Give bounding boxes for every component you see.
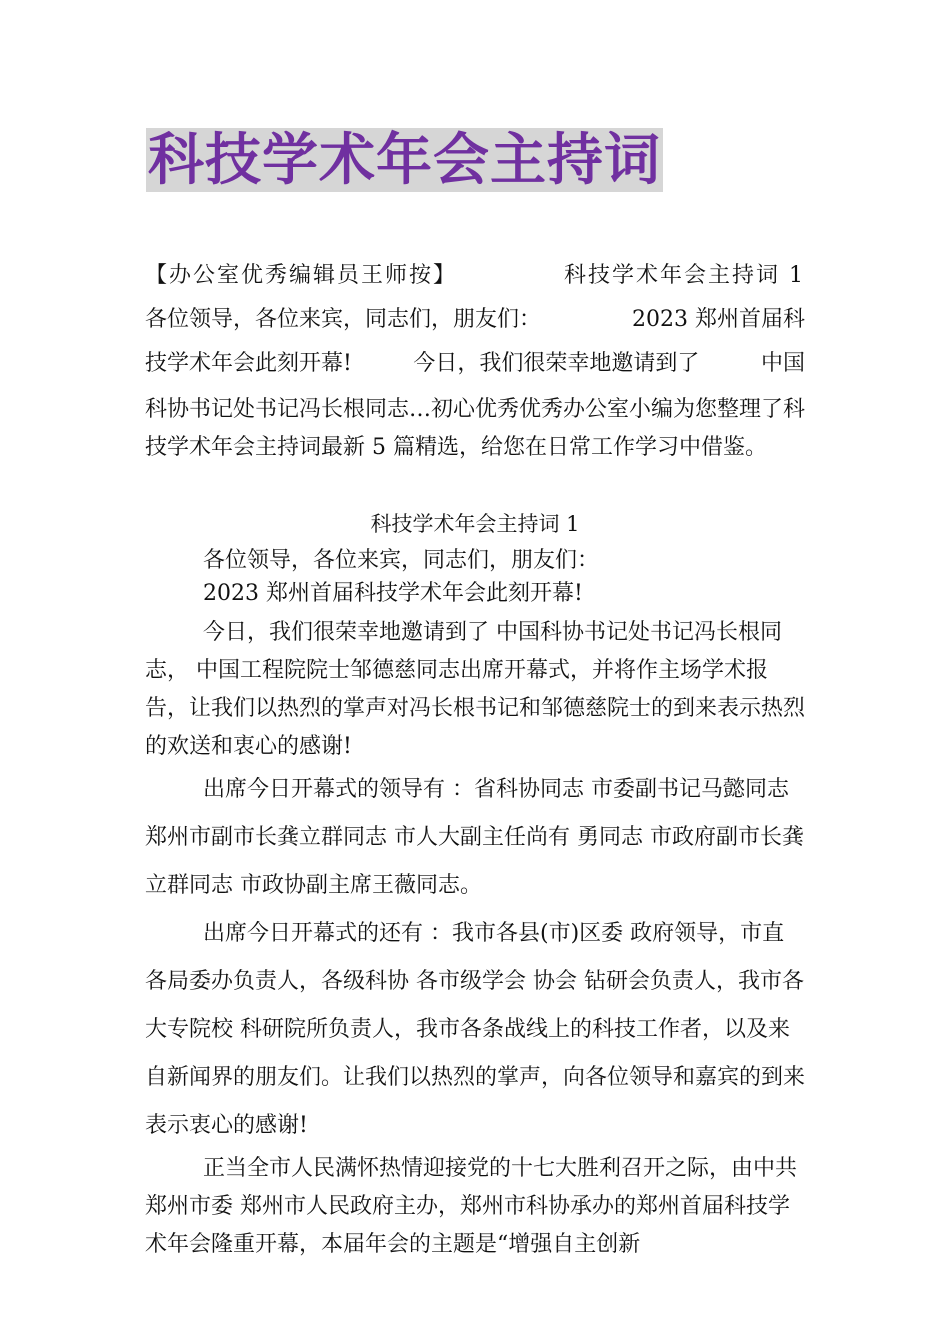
intro-opening: 技学术年会此刻开幕!: [145, 351, 352, 376]
paragraph-opening: 2023 郑州首届科技学术年会此刻开幕!: [203, 581, 583, 606]
paragraph-greeting: 各位领导，各位来宾，同志们，朋友们：: [203, 548, 600, 573]
intro-heading-ref: 科技学术年会主持词 1: [564, 263, 805, 288]
main-content: [145, 510, 805, 1264]
section-heading: 科技学术年会主持词 1: [370, 512, 580, 536]
paragraph-attendees: 出席今日开幕式的还有 ：我市各县(市)区委 政府领导，市直各局委办负责人，各级科协 各市级学会 协会 钻研会负责人，我市各大专院校 科研院所负责人，我市各条战线上的科技工作者，以及来自新闻界的朋友们。让我们以热烈的掌声，向各位领导和嘉宾的到来表示衷心的感谢!: [145, 921, 806, 1138]
paragraph-guests: 今日，我们很荣幸地邀请到了 中国科协书记处书记冯长根同志， 中国工程院院士邹德慈同志出席开幕式，并将作主场学术报告，让我们以热烈的掌声对冯长根书记和邹德慈院士的到来表示热烈的欢送和衷心的感谢!: [145, 620, 806, 759]
intro-event-start: 2023 郑州首届科: [632, 307, 805, 332]
intro-row-3: [145, 345, 805, 391]
intro-china: 中国: [760, 351, 805, 376]
document-title: 科技学术年会主持词: [148, 128, 661, 193]
intro-greeting: 各位领导，各位来宾，同志们，朋友们：: [145, 307, 542, 332]
intro-summary: 科协书记处书记冯长根同志…初心优秀优秀办公室小编为您整理了科技学术年会主持词最新 5 篇精选，给您在日常工作学习中借鉴。: [145, 397, 806, 460]
editor-note: 【办公室优秀编辑员王师按】: [145, 263, 458, 288]
intro-invitation: 今日，我们很荣幸地邀请到了: [413, 351, 700, 376]
paragraph-theme: 正当全市人民满怀热情迎接党的十七大胜利召开之际，由中共郑州市委 郑州市人民政府主办，郑州市科协承办的郑州首届科技学术年会隆重开幕，本届年会的主题是“增强自主创新: [145, 1156, 798, 1257]
intro-row-2: [145, 301, 805, 345]
paragraph-leaders: 出席今日开幕式的领导有 ：省科协同志 市委副书记马懿同志 郑州市副市长龚立群同志 市人大副主任尚有 勇同志 市政府副市长龚立群同志 市政协副主席王薇同志。: [145, 777, 804, 898]
intro-block: [145, 257, 805, 467]
intro-row-1: [145, 257, 805, 291]
